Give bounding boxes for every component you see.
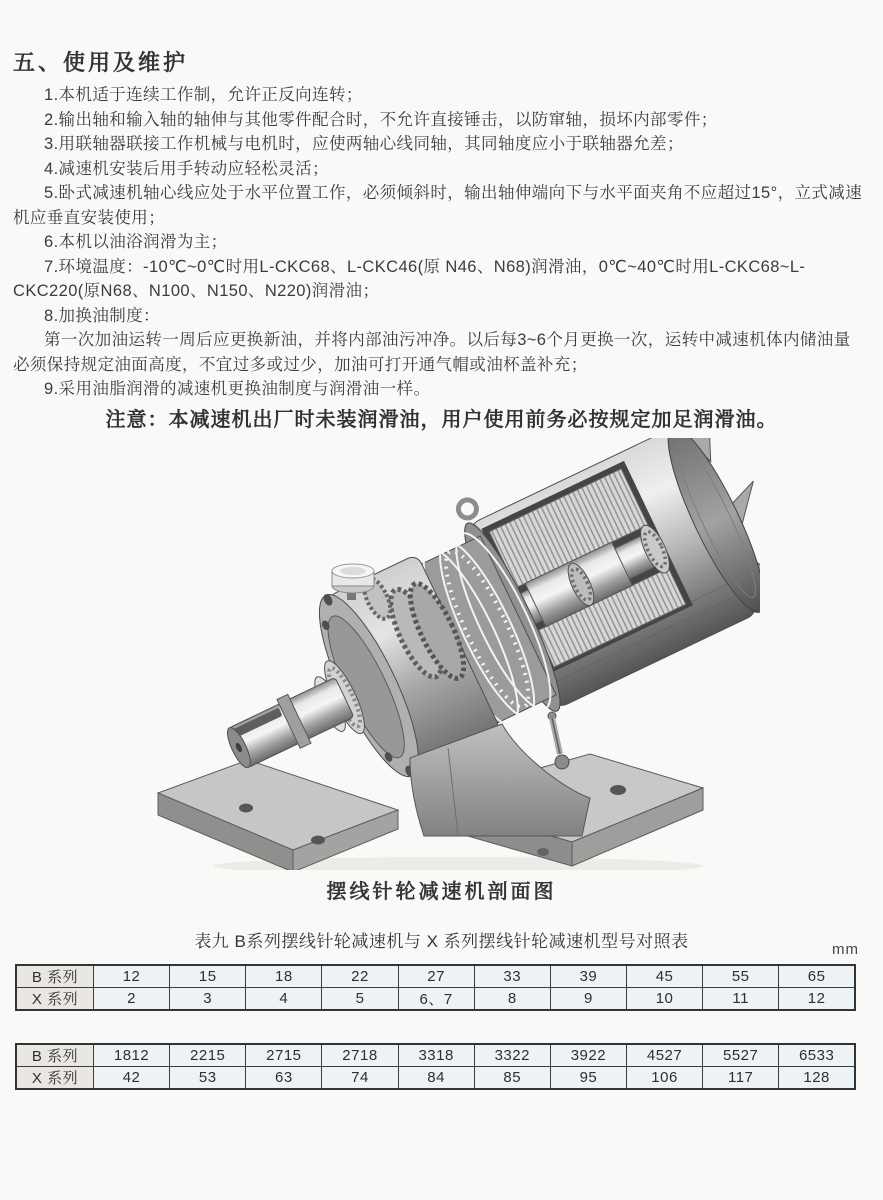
table-cell: 12 [779,987,855,1010]
table-cell: 18 [246,965,322,988]
table-cell: 1812 [94,1044,170,1067]
table-cell: 53 [170,1066,246,1089]
maintenance-item: 6.本机以油浴润滑为主； [44,233,228,251]
table-cell: 6533 [779,1044,855,1067]
table-cell: 63 [246,1066,322,1089]
table-cell: 10 [626,987,702,1010]
table-cell: 2215 [170,1044,246,1067]
table-cell: 5 [322,987,398,1010]
maintenance-item: 5.卧式减速机轴心线应处于水平位置工作，必须倾斜时，输出轴伸端向下与水平面夹角不应超过15°，立式减速机应垂直安装使用； [13,184,863,227]
table-cell: 65 [779,965,855,988]
table-row [16,965,855,988]
table-cell: 74 [322,1066,398,1089]
maintenance-item: 第一次加油运转一周后应更换新油，并将内部油污冲净。以后每3~6个月更换一次，运转中减速机体内储油量必须保持规定油面高度，不宜过多或过少，加油可打开通气帽或油杯盖补充； [13,331,851,374]
table-cell: 12 [94,965,170,988]
output-shaft [221,672,356,774]
base-left-foot [158,760,398,870]
table-cell: 84 [398,1066,474,1089]
table-cell: 106 [626,1066,702,1089]
maintenance-item: 8.加换油制度： [44,306,160,325]
maintenance-item: 2.输出轴和输入轴的轴伸与其他零件配合时，不允许直接锤击，以防窜轴，损坏内部零件； [44,110,718,129]
oil-level-gauge [548,712,569,769]
maintenance-item: 7.环境温度：-10℃~0℃时用L-CKC68、L-CKC46(原 N46、N68)润滑油，0℃~40℃时用L-CKC68~L-CKC220(原N68、N100、N150、N220)润滑油； [13,257,806,300]
table-cell: 3322 [474,1044,550,1067]
table-cell: 85 [474,1066,550,1089]
maintenance-list [0,77,883,402]
table-header-row [0,930,883,958]
table-cell: 27 [398,965,474,988]
eye-bolt [455,496,479,520]
table-cell: 42 [94,1066,170,1089]
table-cell: 4 [246,987,322,1010]
table-cell: 95 [550,1066,626,1089]
table-cell: 22 [322,965,398,988]
table-cell: 2715 [246,1044,322,1067]
row-label: X 系列 [16,1066,94,1089]
table-cell: 55 [703,965,779,988]
maintenance-item: 4.减速机安装后用手转动应轻松灵活； [44,159,329,178]
table-cell: 15 [170,965,246,988]
section-title: 五、使用及维护 [13,50,189,75]
table-cell: 4527 [626,1044,702,1067]
row-label: B 系列 [16,965,94,988]
row-label: X 系列 [16,987,94,1010]
table-cell: 128 [779,1066,855,1089]
table-cell: 117 [703,1066,779,1089]
table-cell: 39 [550,965,626,988]
figure-caption: 摆线针轮减速机剖面图 [326,880,557,903]
table-cell: 2718 [322,1044,398,1067]
maintenance-item: 9.采用油脂润滑的减速机更换油制度与润滑油一样。 [44,380,431,398]
figure-area [0,434,883,878]
table-cell: 8 [474,987,550,1010]
table-cell: 3 [170,987,246,1010]
table-cell: 45 [626,965,702,988]
table-title: 表九 B系列摆线针轮减速机与 X 系列摆线针轮减速机型号对照表 [194,931,689,951]
maintenance-item: 1.本机适于连续工作制，允许正反向连转； [44,86,363,104]
notice-line: 注意：本减速机出厂时未装润滑油，用户使用前务必按规定加足润滑油。 [105,408,778,431]
model-comparison-table-2 [15,1043,856,1090]
table-cell: 6、7 [398,987,474,1010]
table-row [16,987,855,1010]
model-comparison-table-1 [15,964,856,1011]
table-cell: 3922 [550,1044,626,1067]
row-label: B 系列 [16,1044,94,1067]
table-cell: 2 [94,987,170,1010]
table-cell: 9 [550,987,626,1010]
reducer-cutaway-illustration [148,438,760,870]
table-cell: 33 [474,965,550,988]
table-cell: 5527 [703,1044,779,1067]
unit-label: mm [832,940,859,958]
maintenance-item: 3.用联轴器联接工作机械与电机时，应使两轴心线同轴，其同轴度应小于联轴器允差； [44,135,684,153]
table-row [16,1044,855,1067]
table-row [16,1066,855,1089]
table-cell: 3318 [398,1044,474,1067]
table-cell: 11 [703,987,779,1010]
